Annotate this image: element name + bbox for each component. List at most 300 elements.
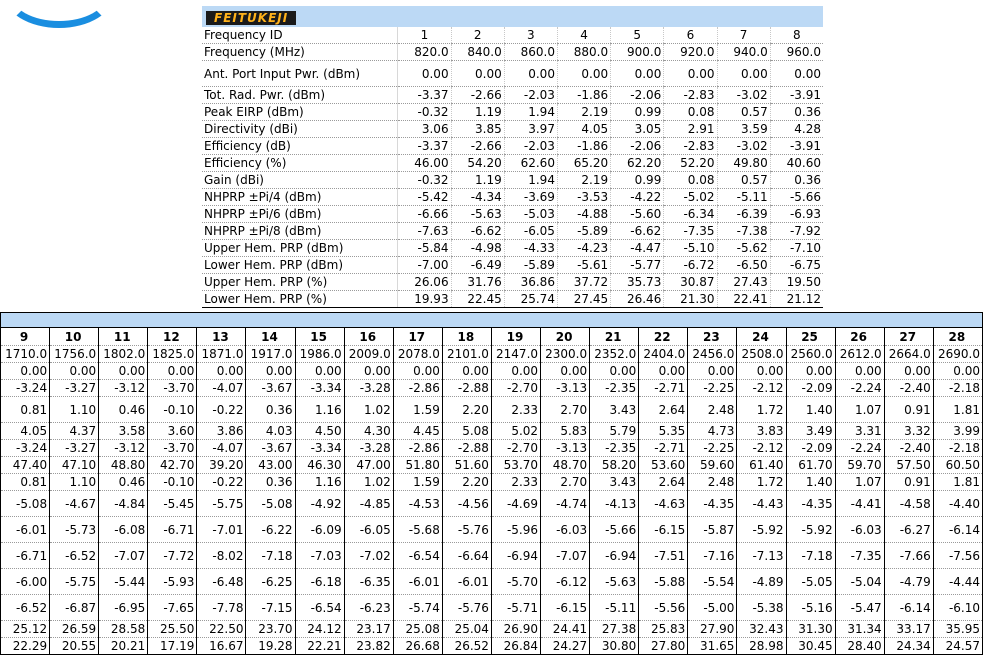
table-cell: 0.00 [541,363,590,380]
table-cell: 0.00 [442,363,491,380]
table-cell: 54.20 [451,155,504,172]
table-cell: -4.89 [737,569,786,595]
table-cell: 4.30 [344,423,393,440]
table-cell: 3.06 [398,121,451,138]
table-cell: -7.72 [148,543,197,569]
table-row [202,138,823,155]
table-cell: -5.92 [737,517,786,543]
table-cell: 5.08 [442,423,491,440]
table-cell: 1.72 [737,474,786,491]
table-cell: 24.57 [933,638,982,655]
row-label: Directivity (dBi) [202,121,398,138]
table-cell: -3.24 [1,440,50,457]
table-cell: -7.10 [770,240,823,257]
table-cell: -3.34 [295,440,344,457]
table-cell: 2.48 [688,397,737,423]
table-cell: -6.08 [99,517,148,543]
table-cell: 16.67 [197,638,246,655]
table-cell: 28.40 [835,638,884,655]
table-cell: -6.71 [148,517,197,543]
table-cell: 2.19 [557,104,610,121]
table-cell: -6.64 [442,543,491,569]
table-cell: -4.22 [611,189,664,206]
table-cell: 39.20 [197,457,246,474]
table-cell: 0.08 [664,104,717,121]
table-cell: -0.22 [197,474,246,491]
table-cell: 840.0 [451,44,504,61]
table-cell: -6.66 [398,206,451,223]
table-cell: -3.28 [344,380,393,397]
table-cell: 2664.0 [884,346,933,363]
table-cell: 30.45 [786,638,835,655]
table-cell: -4.67 [50,491,99,517]
table-cell: -2.24 [835,440,884,457]
table-cell: 22.29 [1,638,50,655]
table-cell: -5.70 [491,569,540,595]
table-cell: 5.83 [541,423,590,440]
table-cell: 25.04 [442,621,491,638]
table-cell: -6.27 [884,517,933,543]
table-cell: 31.65 [688,638,737,655]
table-cell: -2.35 [590,440,639,457]
table-cell: 0.00 [344,363,393,380]
table-cell: 31.76 [451,274,504,291]
table-cell: -2.86 [393,440,442,457]
table-cell: 19.93 [398,291,451,308]
frequency-summary-table-2 [0,312,983,655]
table-cell: -7.00 [398,257,451,274]
table-cell: -5.03 [504,206,557,223]
table-cell: -4.23 [557,240,610,257]
table-cell: 4.03 [246,423,295,440]
table-cell: 0.00 [557,61,610,87]
table-cell: 24 [737,328,786,346]
table-cell: -4.92 [295,491,344,517]
table-cell: 0.00 [884,363,933,380]
table-cell: 0.00 [835,363,884,380]
table-cell: -4.35 [786,491,835,517]
table-cell: 36.86 [504,274,557,291]
table-cell: 7 [717,27,770,44]
table-cell: 22.41 [717,291,770,308]
table-cell: -6.09 [295,517,344,543]
table-cell: 59.60 [688,457,737,474]
table-cell: -4.84 [99,491,148,517]
table-cell: 0.36 [770,104,823,121]
table-row [202,87,823,104]
table-cell: -6.10 [933,595,982,621]
table-cell: 65.20 [557,155,610,172]
brand-logo: FEITUKEJI [206,11,296,25]
row-label: NHPRP ±Pi/8 (dBm) [202,223,398,240]
table-cell: 20 [541,328,590,346]
table-cell: 2.91 [664,121,717,138]
table-cell: -4.74 [541,491,590,517]
table-cell: -2.66 [451,138,504,155]
table-cell: 2.33 [491,397,540,423]
table-cell: -4.33 [504,240,557,257]
table-cell: 1.72 [737,397,786,423]
table-cell: -6.71 [1,543,50,569]
table-row [202,104,823,121]
table-row [202,291,823,308]
table-cell: -2.06 [611,87,664,104]
table-cell: 5.79 [590,423,639,440]
table-cell: 0.00 [50,363,99,380]
table-cell: -3.70 [148,440,197,457]
table-cell: -0.32 [398,172,451,189]
table-cell: -5.87 [688,517,737,543]
table-cell: 26.84 [491,638,540,655]
table-cell: -6.35 [344,569,393,595]
table-cell: -0.22 [197,397,246,423]
table-cell: -7.18 [786,543,835,569]
table-cell: 0.00 [398,61,451,87]
table-cell: 10 [50,328,99,346]
table-cell: 0.99 [611,104,664,121]
table-cell: -5.02 [664,189,717,206]
table-cell: 35.95 [933,621,982,638]
table-cell: -5.63 [451,206,504,223]
table-row [1,491,983,517]
table-cell: 2147.0 [491,346,540,363]
table-cell: 24.34 [884,638,933,655]
table-cell: -5.04 [835,569,884,595]
table-cell: 5.35 [639,423,688,440]
table-cell: -5.08 [1,491,50,517]
table-cell: 52.20 [664,155,717,172]
table-cell: 0.91 [884,474,933,491]
table-row [1,621,983,638]
table-cell: 25 [786,328,835,346]
table-cell: -6.50 [717,257,770,274]
table-cell: 860.0 [504,44,557,61]
table-cell: -4.63 [639,491,688,517]
table-cell: 53.70 [491,457,540,474]
table-cell: 2.19 [557,172,610,189]
table-cell: 4.28 [770,121,823,138]
table-cell: -5.11 [590,595,639,621]
table-cell: -1.86 [557,138,610,155]
table-cell: 6 [664,27,717,44]
table-cell: -2.83 [664,138,717,155]
table-cell: -2.35 [590,380,639,397]
table-cell: -7.03 [295,543,344,569]
table-cell: 1.10 [50,397,99,423]
table-cell: -3.67 [246,380,295,397]
table-cell: -4.88 [557,206,610,223]
table-cell: -2.18 [933,440,982,457]
table-cell: -6.52 [50,543,99,569]
table-cell: -4.41 [835,491,884,517]
table-cell: -6.01 [393,569,442,595]
table-cell: -7.07 [541,543,590,569]
table-cell: 18 [442,328,491,346]
table-cell: -3.34 [295,380,344,397]
table-cell: 40.60 [770,155,823,172]
row-label: Ant. Port Input Pwr. (dBm) [202,61,398,87]
table-cell: 4.37 [50,423,99,440]
table-cell: 27.90 [688,621,737,638]
table-cell: 2404.0 [639,346,688,363]
table-cell: -6.12 [541,569,590,595]
table-cell: 3.99 [933,423,982,440]
table-cell: -0.10 [148,474,197,491]
table-row [1,638,983,655]
table-cell: 46.00 [398,155,451,172]
table-cell: 0.00 [933,363,982,380]
table-cell: 0.81 [1,397,50,423]
table-cell: -3.70 [148,380,197,397]
table-cell: 26 [835,328,884,346]
table-cell: -5.61 [557,257,610,274]
table-cell: -4.07 [197,440,246,457]
table-cell: 3.59 [717,121,770,138]
table-cell: -3.37 [398,87,451,104]
table-cell: 19 [491,328,540,346]
row-label: Peak EIRP (dBm) [202,104,398,121]
table-row [202,27,823,44]
table-cell: -7.15 [246,595,295,621]
table-cell: 920.0 [664,44,717,61]
table-cell: -1.86 [557,87,610,104]
table-cell: -3.12 [99,380,148,397]
table-row [202,172,823,189]
table-cell: -5.92 [786,517,835,543]
table-cell: 0.00 [737,363,786,380]
table-cell: -7.18 [246,543,295,569]
table-cell: -6.15 [639,517,688,543]
table-banner-bar [1,313,983,328]
table-cell: 53.60 [639,457,688,474]
table-row [202,274,823,291]
table-cell: -4.43 [737,491,786,517]
row-label: NHPRP ±Pi/6 (dBm) [202,206,398,223]
table-cell: -5.38 [737,595,786,621]
table-cell: 25.08 [393,621,442,638]
table-cell: 1.10 [50,474,99,491]
table-cell: 62.60 [504,155,557,172]
table-cell: 3.83 [737,423,786,440]
table-cell: 59.70 [835,457,884,474]
table-cell: -5.88 [639,569,688,595]
table-cell: 1917.0 [246,346,295,363]
table-cell: 0.00 [1,363,50,380]
table-cell: 33.17 [884,621,933,638]
table-cell: 26.52 [442,638,491,655]
table-cell: 0.08 [664,172,717,189]
table-cell: -5.73 [50,517,99,543]
table-cell: -5.47 [835,595,884,621]
table-cell: -5.11 [717,189,770,206]
table-row [1,423,983,440]
table-cell: -3.69 [504,189,557,206]
table-cell: -3.24 [1,380,50,397]
table-cell: -6.34 [664,206,717,223]
table-cell: 47.10 [50,457,99,474]
table-cell: 60.50 [933,457,982,474]
table-cell: 3.49 [786,423,835,440]
table-cell: 2009.0 [344,346,393,363]
table-cell: -7.35 [664,223,717,240]
table-row [1,543,983,569]
table-row [1,440,983,457]
table-cell: 27.80 [639,638,688,655]
table-cell: 0.00 [491,363,540,380]
table-cell: 48.70 [541,457,590,474]
table-cell: 1.94 [504,104,557,121]
table-cell: -0.10 [148,397,197,423]
table-cell: -5.68 [393,517,442,543]
table-cell: 2.33 [491,474,540,491]
table-cell: 1.02 [344,397,393,423]
table-cell: -5.16 [786,595,835,621]
table-cell: 32.43 [737,621,786,638]
table-cell: -5.56 [639,595,688,621]
table-cell: 42.70 [148,457,197,474]
table-cell: 28.98 [737,638,786,655]
table-cell: -6.54 [295,595,344,621]
table-row [1,569,983,595]
table-cell: 31.34 [835,621,884,638]
table-cell: -5.10 [664,240,717,257]
table-cell: 1.07 [835,474,884,491]
table-cell: -4.13 [590,491,639,517]
table-cell: -5.08 [246,491,295,517]
table-cell: -6.01 [1,517,50,543]
table-cell: 2.70 [541,474,590,491]
table-cell: -2.40 [884,380,933,397]
table-cell: 23 [688,328,737,346]
table-cell: -6.23 [344,595,393,621]
table-cell: 3.43 [590,397,639,423]
table-cell: 26.06 [398,274,451,291]
table-cell: 4.73 [688,423,737,440]
table-cell: 23.17 [344,621,393,638]
table-cell: 61.40 [737,457,786,474]
table-cell: -6.05 [504,223,557,240]
table-cell: 27 [884,328,933,346]
table-cell: 1.16 [295,397,344,423]
table-cell: 0.91 [884,397,933,423]
table-cell: -4.07 [197,380,246,397]
table-cell: 51.60 [442,457,491,474]
table-cell: -4.53 [393,491,442,517]
table-cell: 880.0 [557,44,610,61]
table-cell: -4.85 [344,491,393,517]
table-cell: 16 [344,328,393,346]
table-row [202,121,823,138]
table-cell: 4.05 [1,423,50,440]
table-cell: 9 [1,328,50,346]
table-cell: -6.52 [1,595,50,621]
table-cell: 3.58 [99,423,148,440]
table-cell: -5.76 [442,517,491,543]
table-cell: -6.94 [491,543,540,569]
table-cell: -2.25 [688,440,737,457]
table-cell: -2.70 [491,440,540,457]
table-cell: 1825.0 [148,346,197,363]
table-cell: 0.57 [717,172,770,189]
table-cell: 0.36 [246,397,295,423]
table-cell: -5.93 [148,569,197,595]
table-cell: 1802.0 [99,346,148,363]
table-row [1,517,983,543]
table-cell: 8 [770,27,823,44]
table-cell: -6.72 [664,257,717,274]
row-label: Frequency (MHz) [202,44,398,61]
table-cell: 5 [611,27,664,44]
table-cell: 27.45 [557,291,610,308]
table-cell: -6.95 [99,595,148,621]
table-cell: -8.02 [197,543,246,569]
table-cell: 21 [590,328,639,346]
table-cell: -6.03 [541,517,590,543]
table-cell: 26.59 [50,621,99,638]
table-cell: 3.05 [611,121,664,138]
table-cell: -5.96 [491,517,540,543]
table-cell: 47.00 [344,457,393,474]
table-cell: 2300.0 [541,346,590,363]
table-cell: 35.73 [611,274,664,291]
table-cell: 23.82 [344,638,393,655]
row-label: Efficiency (%) [202,155,398,172]
table-cell: 0.99 [611,172,664,189]
table-cell: 3.43 [590,474,639,491]
table-cell: -6.18 [295,569,344,595]
table-cell: 0.00 [770,61,823,87]
table-cell: -5.71 [491,595,540,621]
table-cell: -5.77 [611,257,664,274]
table-cell: 57.50 [884,457,933,474]
row-label: Efficiency (dB) [202,138,398,155]
table-row [202,223,823,240]
table-cell: 0.00 [99,363,148,380]
row-label: Frequency ID [202,27,398,44]
table-cell: -6.05 [344,517,393,543]
table-cell: 940.0 [717,44,770,61]
table-cell: -5.00 [688,595,737,621]
table-cell: -6.14 [884,595,933,621]
table-cell: 26.46 [611,291,664,308]
table-cell: 0.00 [295,363,344,380]
table-cell: -3.02 [717,87,770,104]
table-cell: 2101.0 [442,346,491,363]
table-cell: 26.90 [491,621,540,638]
table-cell: -7.92 [770,223,823,240]
table-cell: 30.87 [664,274,717,291]
table-cell: -7.56 [933,543,982,569]
table-cell: 3.85 [451,121,504,138]
table-cell: 1.81 [933,397,982,423]
table-row [202,206,823,223]
table-cell: 25.12 [1,621,50,638]
table-cell: 4.45 [393,423,442,440]
table-cell: 22.45 [451,291,504,308]
table-cell: -6.54 [393,543,442,569]
table-cell: -2.06 [611,138,664,155]
row-label: Upper Hem. PRP (dBm) [202,240,398,257]
table-cell: -5.75 [197,491,246,517]
table-cell: 19.50 [770,274,823,291]
table-cell: -6.39 [717,206,770,223]
table-cell: -6.62 [611,223,664,240]
table-cell: 47.40 [1,457,50,474]
table-cell: 4 [557,27,610,44]
table-cell: -7.78 [197,595,246,621]
table-cell: 12 [148,328,197,346]
table-row [1,346,983,363]
